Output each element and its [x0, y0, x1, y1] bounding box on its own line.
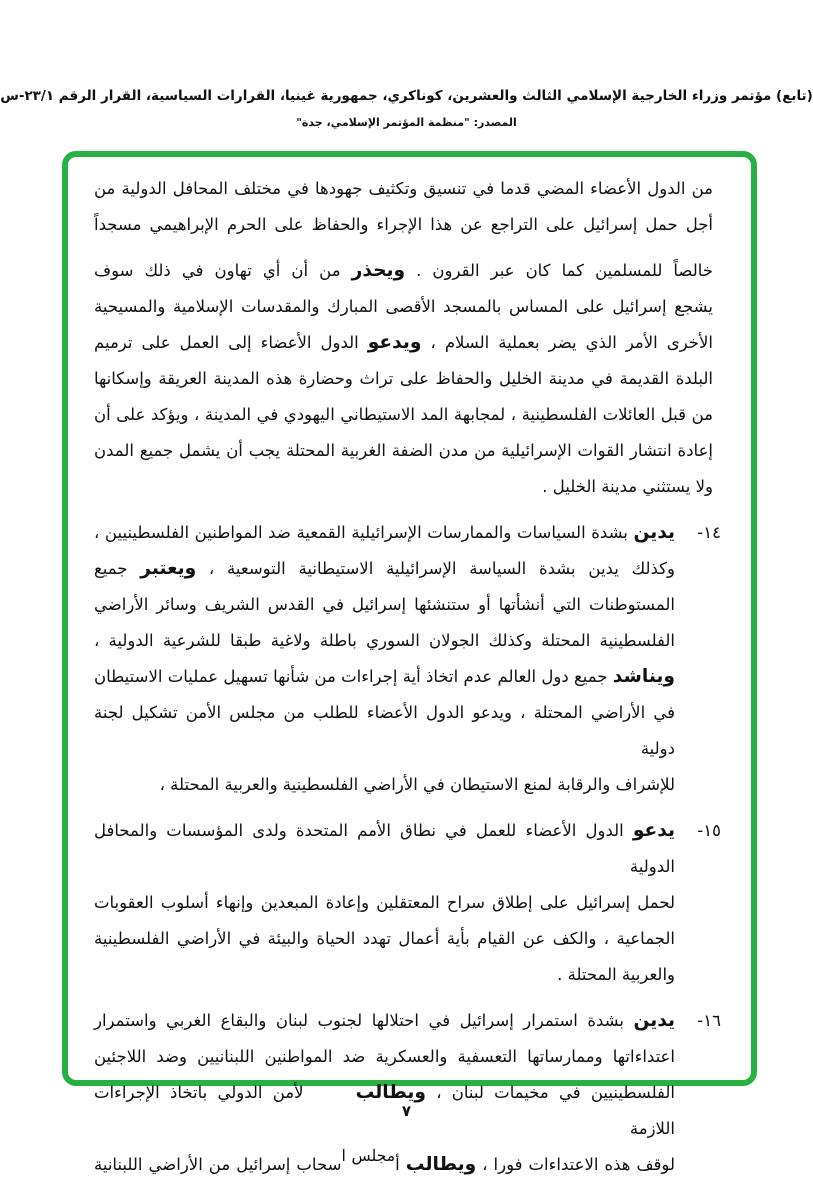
text-line — [94, 253, 713, 289]
text-line — [94, 767, 675, 803]
paragraph-body — [94, 1003, 675, 1183]
item-15 — [94, 813, 721, 993]
text-run: الدول الأعضاء إلى العمل على ترميم — [94, 333, 368, 352]
text-run: اعتداءاتها وممارساتها التعسفية والعسكرية ضد المواطنين اللبنانيين وضد اللاجئين — [94, 1047, 675, 1066]
text-line — [94, 957, 675, 993]
text-line — [94, 885, 675, 921]
text-line — [94, 551, 675, 587]
text-run: الأخرى الأمر الذي يضر بعملية السلام ، — [421, 333, 713, 352]
text-run: خالصاً للمسلمين كما كان عبر القرون . — [405, 261, 713, 280]
item-number: ١٦- — [697, 1011, 721, 1030]
bold-run: ويطالب — [355, 1082, 426, 1103]
text-line — [94, 659, 675, 695]
bold-run: ويعتبر — [140, 558, 197, 579]
highlighted-content-box — [62, 151, 757, 1175]
text-run: جميع — [94, 559, 141, 578]
text-line — [94, 1147, 675, 1183]
text-run: لأمن الدولي باتخاذ الإجراءات اللازمة — [94, 1083, 675, 1138]
text-line — [94, 587, 675, 623]
text-line — [94, 325, 713, 361]
text-line — [94, 469, 713, 505]
text-line — [94, 515, 675, 551]
paragraph-body — [94, 515, 675, 803]
text-run: ولا يستثني مدينة الخليل . — [542, 477, 713, 496]
text-run: للإشراف والرقابة لمنع الاستيطان في الأراضي الفلسطينية والعربية المحتلة ، — [159, 775, 675, 794]
text-run: البلدة القديمة في مدينة الخليل والحفاظ على تراث وحضارة هذه المدينة العريقة وإسكانها — [94, 369, 713, 388]
text-run: بشدة السياسات والممارسات الإسرائيلية القمعية ضد المواطنين الفلسطينيين ، — [94, 523, 634, 542]
page-number: ٧ — [401, 1102, 412, 1120]
text-run: يشجع إسرائيل على المساس بالمسجد الأقصى المبارك والمقدسات الإسلامية والمسيحية — [94, 297, 713, 316]
paragraph-body — [94, 171, 713, 243]
text-run: إعادة انتشار القوات الإسرائيلية من مدن الضفة الغربية المحتلة يجب أن يشمل جميع المدن — [94, 441, 713, 460]
item-number — [713, 171, 721, 243]
text-line — [94, 361, 713, 397]
text-run: في الأراضي المحتلة ، ويدعو الدول الأعضاء للطلب من مجلس الأمن تشكيل لجنة دولية — [94, 703, 675, 758]
text-run: من أن أي تهاون في ذلك سوف — [94, 261, 352, 280]
text-run: أ — [395, 1155, 406, 1174]
text-line — [94, 1003, 675, 1039]
text-line — [94, 1039, 675, 1075]
item-14 — [94, 515, 721, 803]
bold-run: ويدعو — [367, 332, 422, 353]
item-number: ١٥- — [697, 821, 721, 840]
continuation-paragraph-1 — [94, 171, 721, 243]
text-run: من الدول الأعضاء المضي قدما في تنسيق وتكثيف جهودها في مختلف المحافل الدولية من — [94, 179, 713, 198]
paragraph-body — [94, 813, 675, 993]
bold-run: ويحذر — [351, 260, 406, 281]
paragraph-body — [94, 253, 713, 505]
header-source: المصدر: "منظمة المؤتمر الإسلامي، جدة" — [296, 116, 517, 129]
text-line — [94, 813, 675, 885]
bold-run: يدعو — [632, 820, 675, 841]
text-run: والعربية المحتلة . — [557, 965, 675, 984]
text-run: سحاب إسرائيل من الأراضي اللبنانية — [94, 1155, 342, 1174]
item-16 — [94, 1003, 721, 1183]
text-line — [94, 397, 713, 433]
text-run: جميع دول العالم عدم اتخاذ أية إجراءات من شأنها تسهيل عمليات الاستيطان — [94, 667, 613, 686]
bold-run: ويناشد — [612, 666, 675, 687]
superscript-run: مجلس ا — [341, 1146, 396, 1166]
text-line — [94, 921, 675, 957]
text-run: الفلسطينيين في مخيمات لبنان ، — [425, 1083, 676, 1102]
text-run: لوقف هذه الاعتداءات فورا ، — [476, 1155, 675, 1174]
text-run: وكذلك يدين بشدة السياسة الإسرائيلية الاستيطانية التوسعية ، — [196, 559, 675, 578]
bold-run: يدين — [633, 1010, 675, 1031]
text-run: بشدة استمرار إسرائيل في احتلالها لجنوب لبنان والبقاع الغربي واستمرار — [94, 1011, 634, 1030]
item-number — [713, 253, 721, 505]
bold-run: يدين — [633, 522, 675, 543]
text-line — [94, 289, 713, 325]
text-line — [94, 623, 675, 659]
text-run: من قبل العائلات الفلسطينية ، لمجابهة المد الاستيطاني اليهودي في المدينة ، ويؤكد على أن — [94, 405, 713, 424]
header-title: (تابع) مؤتمر وزراء الخارجية الإسلامي الثالث والعشرين، كوناكري، جمهورية غينيا، القرارات السياسية، القرار الرقم ٢٣/١-س — [0, 88, 813, 104]
text-line — [94, 433, 713, 469]
text-run: المستوطنات التي أنشأتها أو ستنشئها إسرائيل في القدس الشريف وسائر الأراضي — [94, 595, 675, 614]
text-run: الجماعية ، والكف عن القيام بأية أعمال تهدد الحياة والبيئة في الأراضي الفلسطينية — [94, 929, 675, 948]
text-line — [94, 695, 675, 767]
text-run: لحمل إسرائيل على إطلاق سراح المعتقلين وإعادة المبعدين وإنهاء أسلوب العقوبات — [94, 893, 675, 912]
text-run: أجل حمل إسرائيل على التراجع عن هذا الإجراء والحفاظ على الحرم الإبراهيمي مسجداً — [94, 215, 713, 234]
text-run: الفلسطينية المحتلة وكذلك الجولان السوري باطلة ولاغية طبقا للشرعية الدولية ، — [94, 631, 675, 650]
text-line — [94, 171, 713, 207]
document-header — [0, 86, 813, 129]
item-number: ١٤- — [697, 523, 721, 542]
bold-run: ويطالب — [405, 1154, 477, 1175]
text-line — [94, 207, 713, 243]
continuation-paragraph-2 — [94, 253, 721, 505]
text-run: الدول الأعضاء للعمل في نطاق الأمم المتحدة ولدى المؤسسات والمحافل الدولية — [94, 821, 675, 876]
